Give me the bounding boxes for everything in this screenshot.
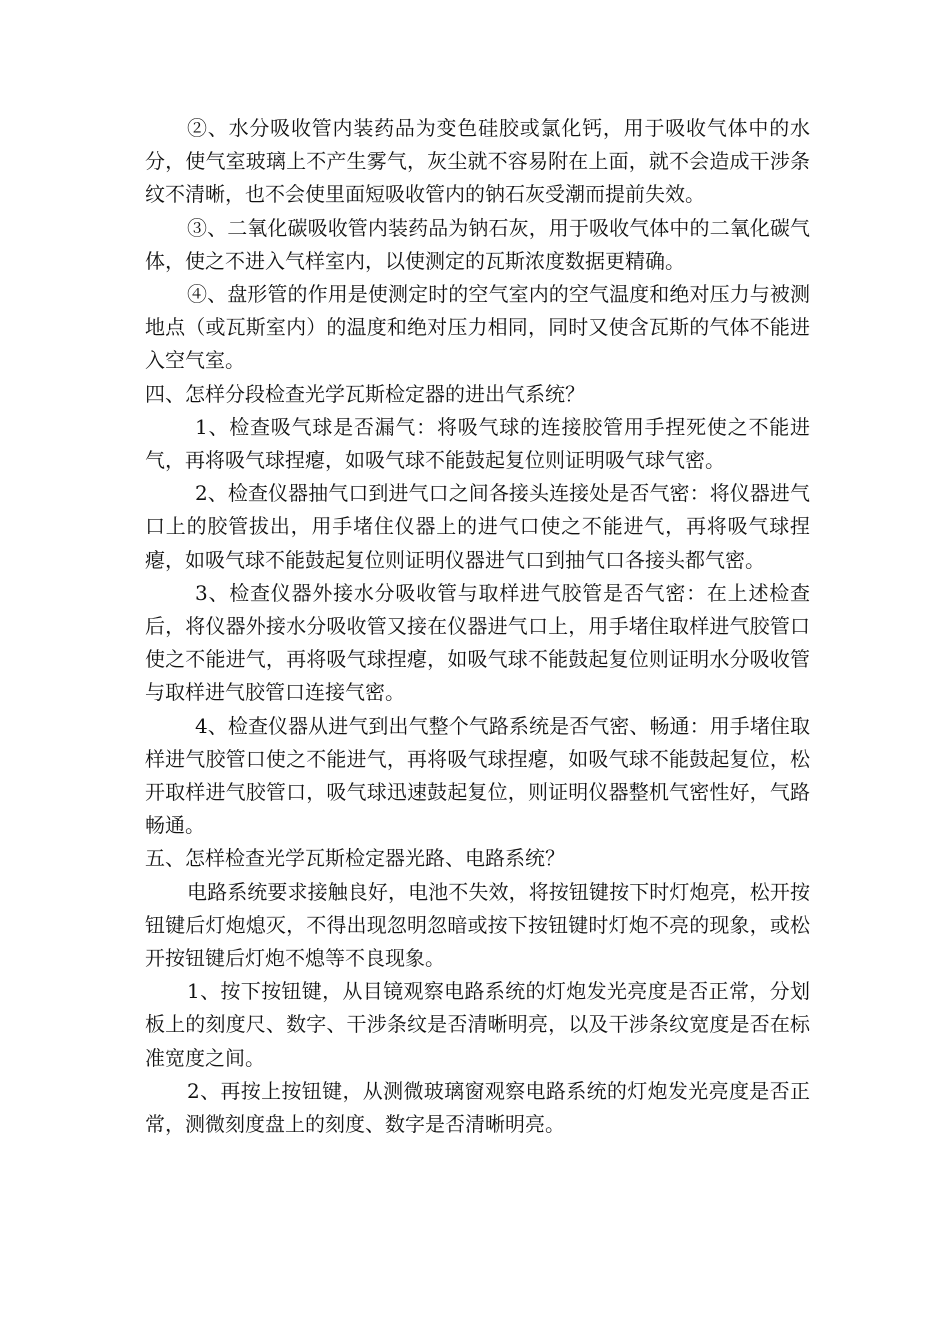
paragraph-step-4-2: 2、检查仪器抽气口到进气口之间各接头连接处是否气密：将仪器进气口上的胶管拔出，用手堵住仪器上的进气口使之不能进气，再将吸气球捏瘪，如吸气球不能鼓起复位则证明仪器进气口到抽气口各接头都气密。 <box>145 481 810 572</box>
paragraph-step-4-1: 1、检查吸气球是否漏气：将吸气球的连接胶管用手捏死使之不能进气，再将吸气球捏瘪，如吸气球不能鼓起复位则证明吸气球气密。 <box>145 414 810 473</box>
paragraph-circuit-intro: 电路系统要求接触良好，电池不失效，将按钮键按下时灯炮亮，松开按钮键后灯炮熄灭，不得出现忽明忽暗或按下按钮键时灯炮不亮的现象，或松开按钮键后灯炮不熄等不良现象。 <box>145 879 810 971</box>
document-page <box>145 112 810 1141</box>
paragraph-step-4-4: 4、检查仪器从进气到出气整个气路系统是否气密、畅通：用手堵住取样进气胶管口使之不能进气，再将吸气球捏瘪，如吸气球不能鼓起复位，松开取样进气胶管口，吸气球迅速鼓起复位，则证明仪器整机气密性好，气路畅通。 <box>145 713 810 838</box>
paragraph-co2-absorber: ③、二氧化碳吸收管内装药品为钠石灰，用于吸收气体中的二氧化碳气体，使之不进入气样室内，以使测定的瓦斯浓度数据更精确。 <box>145 215 810 273</box>
paragraph-step-4-3: 3、检查仪器外接水分吸收管与取样进气胶管是否气密：在上述检查后，将仪器外接水分吸收管又接在仪器进气口上，用手堵住取样进气胶管口使之不能进气，再将吸气球捏瘪，如吸气球不能鼓起复位则证明水分吸收管与取样进气胶管口连接气密。 <box>145 580 810 705</box>
paragraph-water-absorber: ②、水分吸收管内装药品为变色硅胶或氯化钙，用于吸收气体中的水分，使气室玻璃上不产生雾气，灰尘就不容易附在上面，就不会造成干涉条纹不清晰，也不会使里面短吸收管内的钠石灰受潮而提前失效。 <box>145 116 810 207</box>
section-heading-5: 五、怎样检查光学瓦斯检定器光路、电路系统？ <box>145 846 565 871</box>
section-heading-4: 四、怎样分段检查光学瓦斯检定器的进出气系统？ <box>145 381 585 406</box>
paragraph-step-5-1: 1、按下按钮键，从目镜观察电路系统的灯炮发光亮度是否正常，分划板上的刻度尺、数字、干涉条纹是否清晰明亮，以及干涉条纹宽度是否在标准宽度之间。 <box>145 979 810 1070</box>
paragraph-coil-tube: ④、盘形管的作用是使测定时的空气室内的空气温度和绝对压力与被测地点（或瓦斯室内）的温度和绝对压力相同，同时又使含瓦斯的气体不能进入空气室。 <box>145 282 810 373</box>
paragraph-step-5-2: 2、再按上按钮键，从测微玻璃窗观察电路系统的灯炮发光亮度是否正常，测微刻度盘上的刻度、数字是否清晰明亮。 <box>145 1078 810 1137</box>
